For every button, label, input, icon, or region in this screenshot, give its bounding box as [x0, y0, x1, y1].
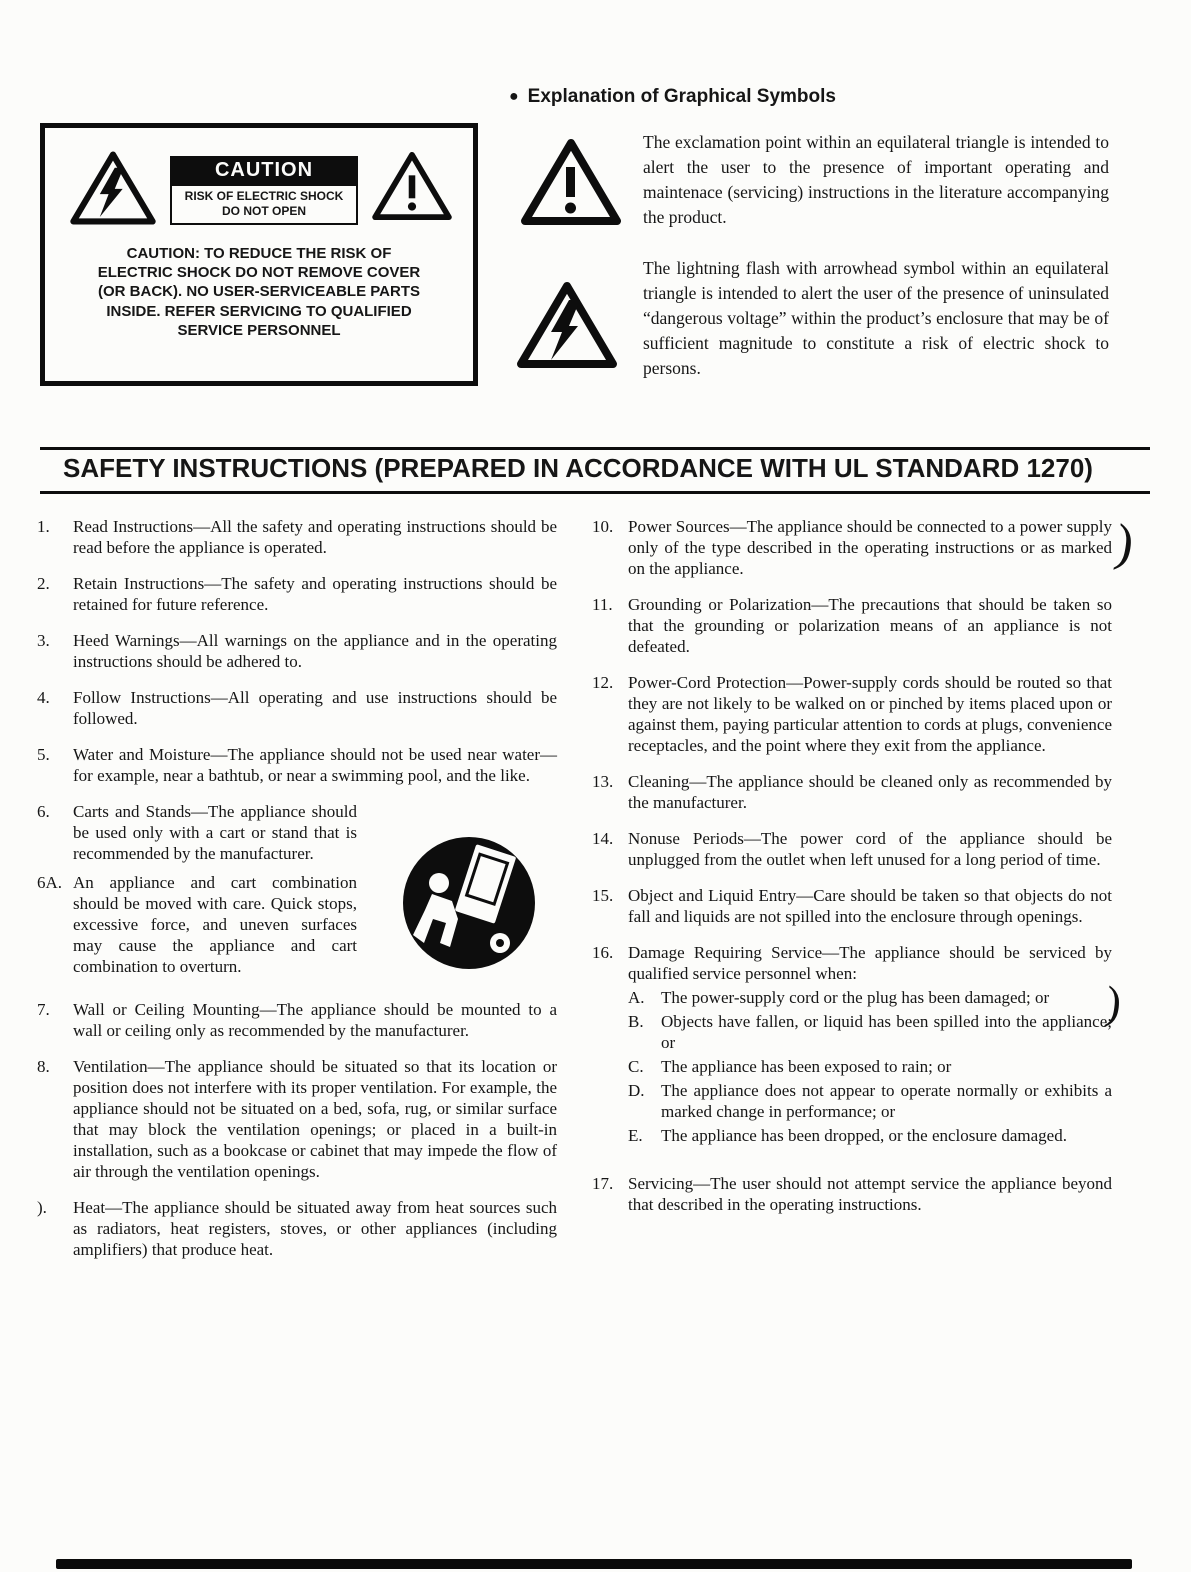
instruction-subitem-B [628, 1011, 1112, 1053]
instruction-item-17 [592, 1173, 1112, 1215]
instruction-item-10 [592, 516, 1112, 579]
risk-line-2: DO NOT OPEN [221, 204, 306, 218]
instructions-columns [37, 516, 1149, 1275]
item-text: Wall or Ceiling Mounting—The appliance should be mounted to a wall or ceiling only as recommended by the manufacturer. [73, 1000, 557, 1040]
subitem-text: The power-supply cord or the plug has been damaged; or [661, 988, 1050, 1007]
exclamation-triangle-icon [521, 137, 621, 227]
subitem-text: Objects have fallen, or liquid has been spilled into the appliance; or [661, 1012, 1112, 1052]
item-number: 3. [37, 631, 50, 650]
scan-artifact-bar [56, 1559, 1132, 1569]
lightning-symbol-explanation: The lightning flash with arrowhead symbol within an equilateral triangle is intended to alert the user of the presence of uninsulated “dangerous voltage” within the product’s enclosure that may be of sufficient magnitude to constitute a risk of electric shock to persons. [643, 258, 1109, 378]
item-text: Carts and Stands—The appliance should be used only with a cart or stand that is recommended by the manufacturer. [73, 802, 357, 863]
item-number: 6. [37, 802, 50, 821]
instruction-subitem-D [628, 1080, 1112, 1122]
item-text: Follow Instructions—All operating and use instructions should be followed. [73, 688, 557, 728]
item-text: Grounding or Polarization—The precautions that should be taken so that the grounding or polarization means of an appliance is not defeated. [628, 595, 1112, 656]
instruction-subitem-A [628, 987, 1112, 1008]
subitem-letter: A. [628, 988, 645, 1007]
item-text: Power Sources—The appliance should be connected to a power supply only of the type described in the operating instructions or as marked on the appliance. [628, 517, 1112, 578]
item-text: Damage Requiring Service—The appliance should be serviced by qualified service personnel when: [628, 943, 1112, 983]
item-text: Nonuse Periods—The power cord of the appliance should be unplugged from the outlet when left unused for a long period of time. [628, 829, 1112, 869]
bullet-icon: ● [509, 88, 519, 105]
subitem-letter: C. [628, 1057, 644, 1076]
explanation-heading-label: Explanation of Graphical Symbols [527, 86, 836, 107]
item-number: 11. [592, 595, 613, 614]
item-text: Read Instructions—All the safety and operating instructions should be read before the appliance is operated. [73, 517, 557, 557]
lightning-triangle-icon [69, 148, 157, 228]
item-number: 8. [37, 1057, 50, 1076]
safety-instructions-title: SAFETY INSTRUCTIONS (PREPARED IN ACCORDANCE WITH UL STANDARD 1270) [63, 453, 1093, 483]
scan-artifact-paren: ) [1111, 513, 1138, 574]
item-number: 17. [592, 1174, 614, 1193]
item-text: Ventilation—The appliance should be situated so that its location or position does not interfere with its proper ventilation. For example, the appliance should not be situated on a bed, sofa, rug, or similar surface that may block the ventilation openings; or placed in a built-in installation, such as a bookcase or cabinet that may impede the flow of air through the ventilation openings. [73, 1057, 557, 1181]
item-text-group [628, 942, 1112, 1149]
item-text: Water and Moisture—The appliance should not be used near water—for example, near a bathtub, or near a swimming pool, and the like. [73, 745, 557, 785]
item-number: 10. [592, 517, 614, 536]
title-divider-top [40, 447, 1150, 450]
item-number: 4. [37, 688, 50, 707]
item-text: Heed Warnings—All warnings on the appliance and in the operating instructions should be adhered to. [73, 631, 557, 671]
instruction-item-5 [37, 744, 557, 786]
item-text: An appliance and cart combination should be moved with care. Quick stops, excessive force, and uneven surfaces may cause the appliance and cart combination to overturn. [73, 873, 357, 976]
instruction-item-16 [592, 942, 1112, 1149]
instruction-item-7 [37, 999, 557, 1041]
lightning-triangle-icon [514, 280, 620, 370]
item-number: 16. [592, 943, 614, 962]
subitem-text: The appliance has been exposed to rain; or [661, 1057, 952, 1076]
caution-center-label [170, 156, 358, 225]
explanation-heading [509, 86, 836, 108]
instruction-item-13 [592, 771, 1112, 813]
subitem-letter: D. [628, 1081, 645, 1100]
instruction-item-14 [592, 828, 1112, 870]
instruction-item-11 [592, 594, 1112, 657]
instruction-subitem-E [628, 1125, 1112, 1146]
instructions-right-column [592, 516, 1112, 1275]
caution-label-box [40, 123, 478, 386]
instruction-item-2 [37, 573, 557, 615]
item-text: Cleaning—The appliance should be cleaned only as recommended by the manufacturer. [628, 772, 1112, 812]
subitem-text: The appliance does not appear to operate normally or exhibits a marked change in performance; or [661, 1081, 1112, 1121]
item-number: 14. [592, 829, 614, 848]
instruction-item-9 [37, 1197, 557, 1260]
instruction-item-3 [37, 630, 557, 672]
caution-word: CAUTION [170, 156, 358, 186]
instructions-left-column [37, 516, 557, 1275]
instruction-item-1 [37, 516, 557, 558]
item-number: 6A. [37, 873, 63, 892]
exclamation-symbol-explanation: The exclamation point within an equilateral triangle is intended to alert the user to the presence of important operating and maintenace (servicing) instructions in the literature accompanying the product. [643, 132, 1109, 227]
exclamation-triangle-icon [371, 148, 453, 224]
subitem-letter: E. [628, 1126, 643, 1145]
caution-label-row [45, 128, 473, 228]
item-text: Retain Instructions—The safety and operating instructions should be retained for future reference. [73, 574, 557, 614]
item-number: 1. [37, 517, 50, 536]
item-number: 13. [592, 772, 614, 791]
item-text: Object and Liquid Entry—Care should be taken so that objects do not fall and liquids are not spilled into the enclosure through openings. [628, 886, 1112, 926]
instruction-item-8 [37, 1056, 557, 1182]
subitem-letter: B. [628, 1012, 644, 1031]
item-number: 15. [592, 886, 614, 905]
subitem-text: The appliance has been dropped, or the enclosure damaged. [661, 1126, 1067, 1145]
cart-tip-warning-icon [399, 833, 539, 973]
instruction-item-12 [592, 672, 1112, 756]
item-number: ). [37, 1198, 47, 1217]
item-text: Servicing—The user should not attempt service the appliance beyond that described in the operating instructions. [628, 1174, 1112, 1214]
risk-of-shock-text [170, 186, 358, 225]
risk-line-1: RISK OF ELECTRIC SHOCK [184, 189, 344, 203]
scan-artifact-paren: ) [1102, 976, 1125, 1029]
instruction-item-15 [592, 885, 1112, 927]
item-number: 12. [592, 673, 614, 692]
item-text: Power-Cord Protection—Power-supply cords should be routed so that they are not likely to be walked on or pinched by items placed upon or against them, paying particular attention to cords at plugs, convenience receptacles, and the point where they exit from the appliance. [628, 673, 1112, 755]
item-number: 7. [37, 1000, 50, 1019]
item-number: 2. [37, 574, 50, 593]
title-divider-bottom [40, 491, 1150, 494]
caution-body-text: CAUTION: TO REDUCE THE RISK OF ELECTRIC SHOCK DO NOT REMOVE COVER (OR BACK). NO USER-SERVICEABLE PARTS INSIDE. REFER SERVICING TO QUALIFIED SERVICE PERSONNEL [97, 245, 421, 339]
cart-section [37, 801, 557, 977]
item-number: 5. [37, 745, 50, 764]
item-text: Heat—The appliance should be situated away from heat sources such as radiators, heat registers, stoves, or other appliances (including amplifiers) that produce heat. [73, 1198, 557, 1259]
instruction-item-4 [37, 687, 557, 729]
instruction-subitem-C [628, 1056, 1112, 1077]
